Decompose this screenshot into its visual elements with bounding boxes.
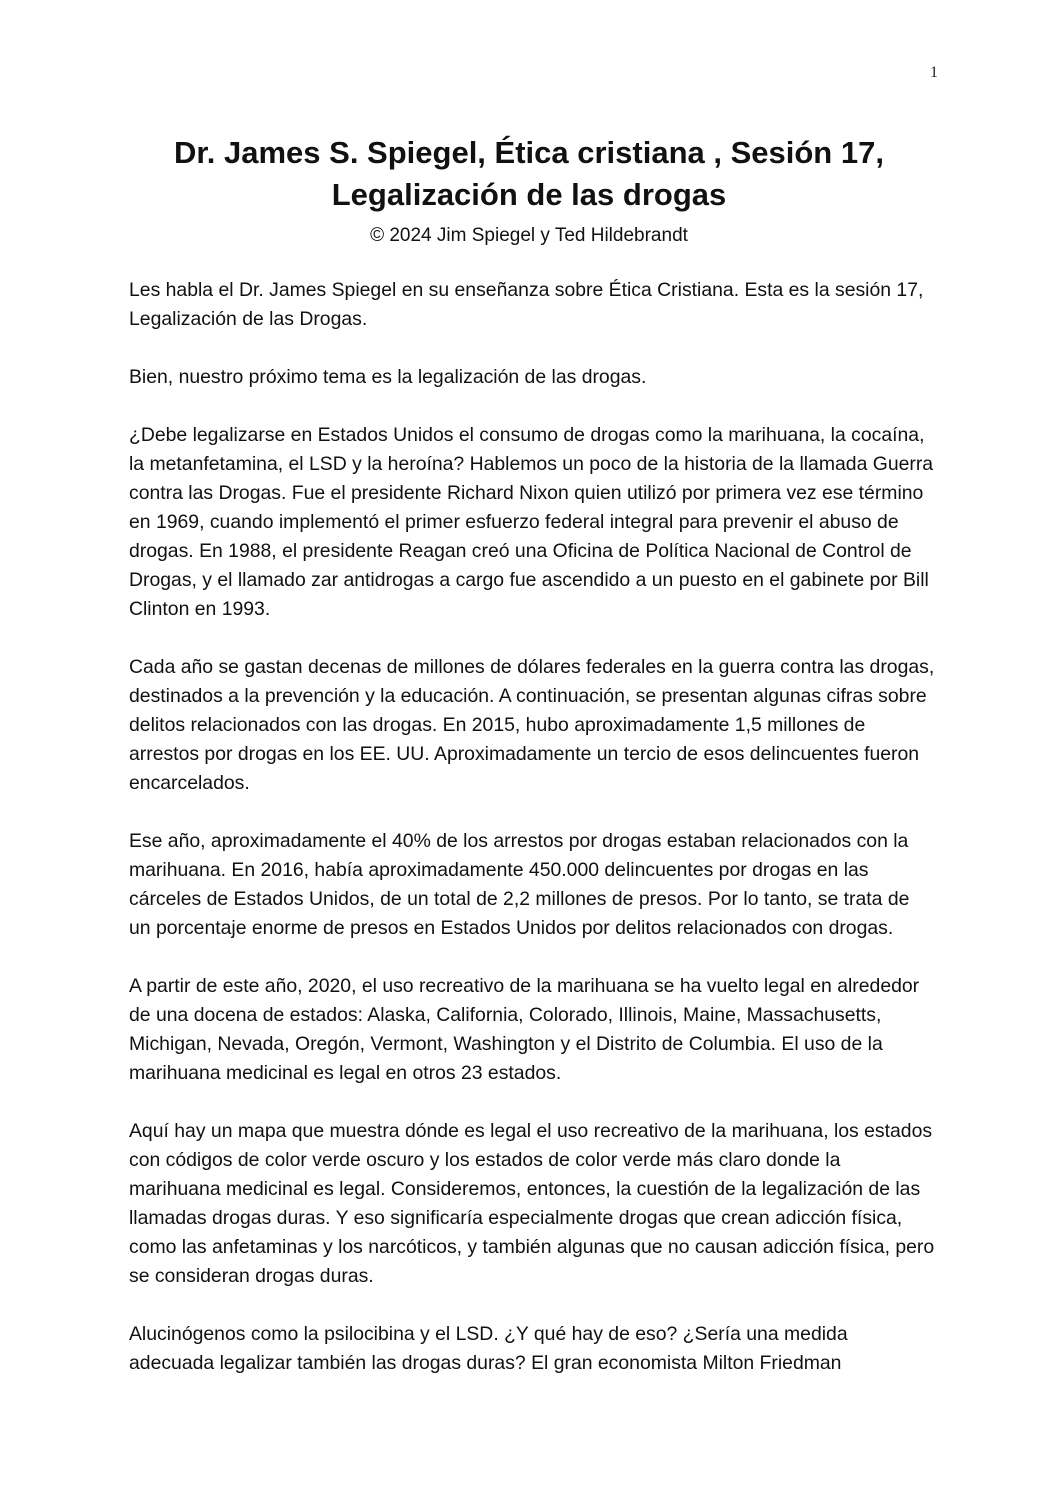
- document-body: [129, 276, 935, 1407]
- title-line-2: Legalización de las drogas: [331, 177, 727, 212]
- paragraph: Aquí hay un mapa que muestra dónde es legal el uso recreativo de la marihuana, los estados con códigos de color verde oscuro y los estados de color verde más claro donde la marihuana medicinal es legal. Consideremos, entonces, la cuestión de la legalización de las llamadas drogas duras. Y eso significaría especialmente drogas que crean adicción física, como las anfetaminas y los narcóticos, y también algunas que no causan adicción física, pero se consideran drogas duras.: [129, 1120, 935, 1287]
- paragraph: Les habla el Dr. James Spiegel en su enseñanza sobre Ética Cristiana. Esta es la sesión 17, Legalización de las Drogas.: [129, 279, 924, 330]
- copyright-line: © 2024 Jim Spiegel y Ted Hildebrandt: [370, 225, 688, 246]
- title-line-1: Dr. James S. Spiegel, Ética cristiana , Sesión 17,: [174, 135, 884, 170]
- paragraph: Alucinógenos como la psilocibina y el LSD. ¿Y qué hay de eso? ¿Sería una medida adecuada legalizar también las drogas duras? El gran economista Milton Friedman: [129, 1323, 848, 1374]
- paragraph: ¿Debe legalizarse en Estados Unidos el consumo de drogas como la marihuana, la cocaína, la metanfetamina, el LSD y la heroína? Hablemos un poco de la historia de la llamada Guerra contra las Drogas. Fue el presidente Richard Nixon quien utilizó por primera vez ese término en 1969, cuando implementó el primer esfuerzo federal integral para prevenir el abuso de drogas. En 1988, el presidente Reagan creó una Oficina de Política Nacional de Control de Drogas, y el llamado zar antidrogas a cargo fue ascendido a un puesto en el gabinete por Bill Clinton en 1993.: [129, 424, 934, 620]
- document-title: [120, 132, 938, 216]
- page-number: 1: [930, 64, 938, 81]
- paragraph: Cada año se gastan decenas de millones de dólares federales en la guerra contra las drogas, destinados a la prevención y la educación. A continuación, se presentan algunas cifras sobre delitos relacionados con las drogas. En 2015, hubo aproximadamente 1,5 millones de arrestos por drogas en los EE. UU. Aproximadamente un tercio de esos delincuentes fueron encarcelados.: [129, 656, 935, 794]
- paragraph: Ese año, aproximadamente el 40% de los arrestos por drogas estaban relacionados con la marihuana. En 2016, había aproximadamente 450.000 delincuentes por drogas en las cárceles de Estados Unidos, de un total de 2,2 millones de presos. Por lo tanto, se trata de un porcentaje enorme de presos en Estados Unidos por delitos relacionados con drogas.: [129, 830, 910, 939]
- paragraph: A partir de este año, 2020, el uso recreativo de la marihuana se ha vuelto legal en alrededor de una docena de estados: Alaska, California, Colorado, Illinois, Maine, Massachusetts, Michigan, Nevada, Oregón, Vermont, Washington y el Distrito de Columbia. El uso de la marihuana medicinal es legal en otros 23 estados.: [129, 975, 920, 1084]
- paragraph: Bien, nuestro próximo tema es la legalización de las drogas.: [129, 366, 647, 388]
